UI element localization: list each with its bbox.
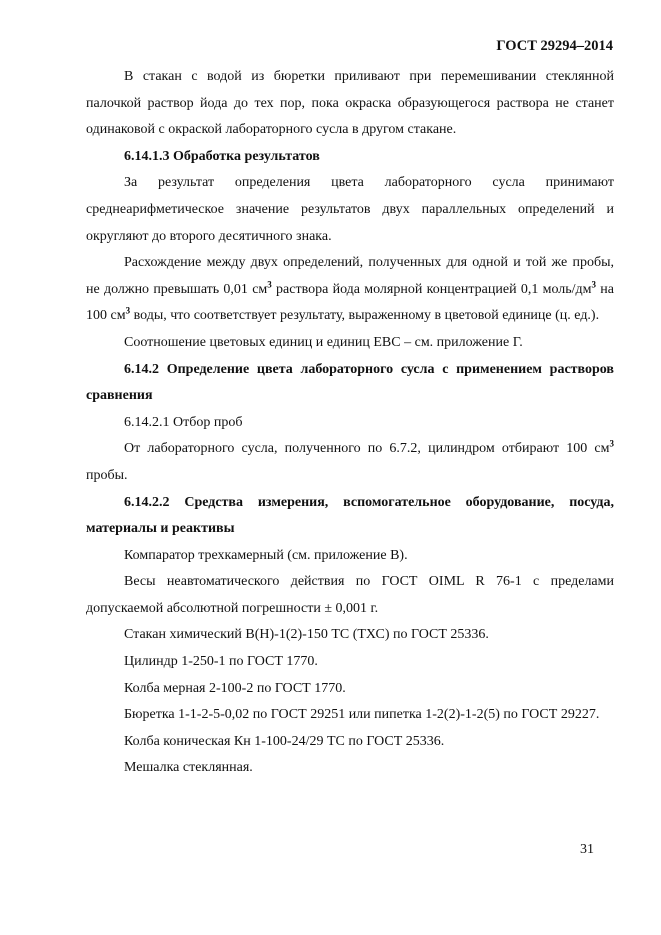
superscript: 3 (267, 279, 272, 290)
subsection-heading: 6.14.2.1 Отбор проб (124, 414, 243, 430)
document-body (86, 64, 614, 782)
superscript: 3 (591, 279, 597, 290)
page-number: 31 (580, 842, 594, 857)
paragraph: За результат определения цвета лабораторного сусла принимают среднеарифметическое значение результатов двух параллельных определений и округляют до второго десятичного знака. (86, 175, 614, 244)
list-item: Колба коническая Кн 1-100-24/29 ТС по ГОСТ 25336. (124, 733, 445, 749)
paragraph (86, 250, 614, 330)
list-item: Мешалка стеклянная. (124, 760, 253, 776)
list-item: Весы неавтоматического действия по ГОСТ OIML R 76-1 с пределами допускаемой абсолютной погрешности ± 0,001 г. (86, 574, 614, 616)
document-code-header: ГОСТ 29294–2014 (496, 38, 613, 54)
list-item: Бюретка 1-1-2-5-0,02 по ГОСТ 29251 или пипетка 1-2(2)-1-2(5) по ГОСТ 29227. (124, 707, 600, 723)
paragraph: Соотношение цветовых единиц и единиц ЕВС – см. приложение Г. (124, 334, 523, 350)
paragraph (86, 436, 614, 489)
text-run: Расхождение между двух определений, полученных для одной и той же пробы, не должно превышать 0,01 см (86, 255, 614, 297)
paragraph: В стакан с водой из бюретки приливают при перемешивании стеклянной палочкой раствор йода до тех пор, пока окраска образующегося раствора не станет одинаковой с окраской лабораторного сусла в другом стакане. (86, 69, 614, 138)
text-run: воды, что соответствует результату, выраженному в цветовой единице (ц. ед.). (130, 308, 600, 324)
text-run: раствора йода молярной концентрацией 0,1 моль/дм (271, 281, 592, 297)
section-heading: 6.14.2.2 Средства измерения, вспомогательное оборудование, посуда, материалы и реактивы (86, 494, 614, 537)
list-item: Компаратор трехкамерный (см. приложение В). (124, 547, 408, 563)
section-heading: 6.14.1.3 Обработка результатов (124, 148, 320, 164)
superscript: 3 (609, 438, 614, 449)
list-item: Стакан химический В(Н)-1(2)-150 ТС (ТХС) по ГОСТ 25336. (124, 627, 489, 643)
text-run: пробы. (86, 467, 128, 483)
list-item: Колба мерная 2-100-2 по ГОСТ 1770. (124, 680, 346, 696)
superscript: 3 (125, 305, 131, 316)
text-run: От лабораторного сусла, полученного по 6.7.2, цилиндром отбирают 100 см (124, 441, 610, 457)
list-item: Цилиндр 1-250-1 по ГОСТ 1770. (124, 654, 318, 670)
text-run: на 100 см (86, 281, 614, 324)
section-heading: 6.14.2 Определение цвета лабораторного сусла с применением растворов сравнения (86, 361, 614, 404)
